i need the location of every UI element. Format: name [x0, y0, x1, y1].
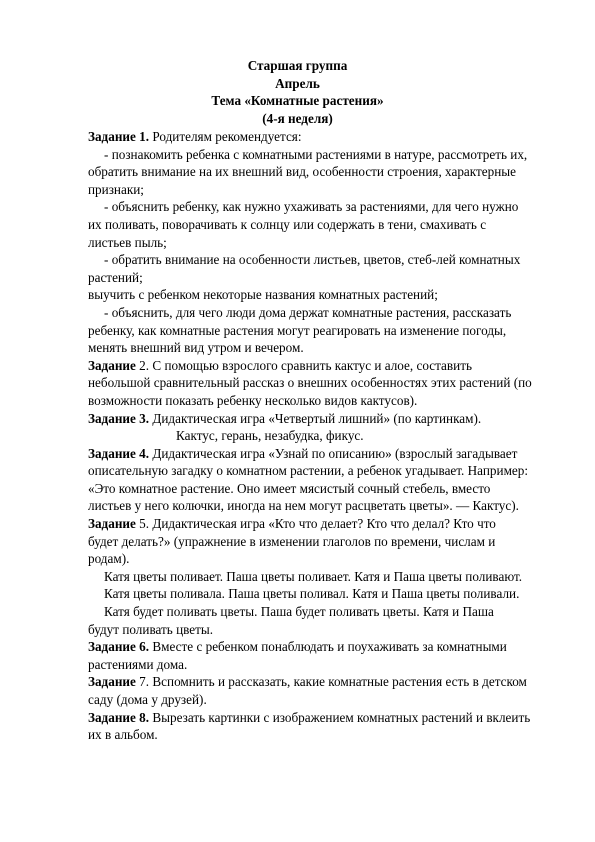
line-text: 7. Вспомнить и рассказать, какие комнатные растения есть в детском	[135, 674, 527, 690]
line-text: - объяснить ребенку, как нужно ухаживать за растениями, для чего нужно	[104, 199, 519, 215]
text-line	[88, 392, 558, 410]
text-line	[88, 286, 558, 304]
line-text: выучить с ребенком некоторые названия комнатных растений;	[88, 287, 438, 303]
task-label: Задание 3.	[88, 410, 150, 426]
week-title: (4-я неделя)	[262, 110, 333, 126]
line-text: 5. Дидактическая игра «Кто что делает? Кто что делал? Кто что	[135, 516, 496, 532]
text-line	[88, 726, 558, 744]
line-text: Дидактическая игра «Узнай по описанию» (взрослый загадывает	[149, 445, 518, 461]
text-line	[88, 322, 558, 340]
text-line	[88, 603, 558, 621]
line-text: Катя цветы поливает. Паша цветы поливает. Катя и Паша цветы поливают.	[104, 568, 523, 584]
line-text: Кактус, герань, незабудка, фикус.	[176, 428, 364, 444]
line-text: будут поливать цветы.	[88, 621, 214, 637]
text-line	[88, 497, 558, 515]
text-line	[88, 357, 558, 375]
text-line	[88, 709, 558, 727]
document-header	[0, 57, 595, 127]
text-line	[88, 146, 558, 164]
line-text: - обратить внимание на особенности листьев, цветов, стеб-лей комнатных	[104, 252, 521, 268]
text-line	[88, 251, 558, 269]
line-text: Вырезать картинки с изображением комнатных растений и вклеить	[149, 709, 531, 725]
line-text: признаки;	[88, 181, 144, 197]
text-line	[88, 304, 558, 322]
text-line	[88, 269, 558, 287]
line-text: описательную загадку о комнатном растении, а ребенок угадывает. Например:	[88, 463, 529, 479]
line-text: «Это комнатное растение. Оно имеет мясистый сочный стебель, вместо	[88, 480, 491, 496]
group-title: Старшая группа	[247, 58, 348, 73]
text-line	[88, 533, 558, 551]
line-text: Родителям рекомендуется:	[149, 129, 302, 144]
text-line	[88, 515, 558, 533]
task-label: Задание	[88, 674, 136, 690]
text-line	[88, 128, 558, 146]
line-text: саду (дома у друзей).	[88, 692, 207, 707]
task-label: Задание	[88, 357, 136, 373]
text-line	[88, 410, 558, 428]
theme-title: Тема «Комнатные растения»	[211, 93, 384, 109]
text-line	[88, 234, 558, 252]
text-line	[88, 198, 558, 216]
task-label: Задание 8.	[88, 709, 150, 725]
document-body	[88, 128, 558, 744]
text-line	[88, 445, 558, 463]
text-line	[88, 374, 558, 392]
text-line	[88, 181, 558, 199]
line-text: 2. С помощью взрослого сравнить кактус и алое, составить	[135, 357, 472, 373]
text-line	[88, 656, 558, 674]
text-line	[88, 427, 558, 445]
line-text: Катя цветы поливала. Паша цветы поливал. Катя и Паша цветы поливали.	[104, 586, 520, 602]
line-text: менять внешний вид утром и вечером.	[88, 340, 304, 356]
line-text: возможности показать ребенку несколько видов кактусов).	[88, 392, 418, 408]
line-text: листьев у него колючки, иногда на нем могут расцветать цветы». — Кактус).	[88, 498, 519, 514]
task-label: Задание 4.	[88, 445, 150, 461]
text-line	[88, 585, 558, 603]
text-line	[88, 673, 558, 691]
task-label: Задание 6.	[88, 639, 150, 655]
line-text: будет делать?» (упражнение в изменении глаголов по времени, числам и	[88, 533, 496, 549]
line-text: их в альбом.	[88, 727, 158, 743]
text-line	[88, 638, 558, 656]
text-line	[88, 568, 558, 586]
line-text: их поливать, поворачивать к солнцу или содержать в тени, смахивать с	[88, 216, 487, 232]
month-title: Апрель	[275, 75, 320, 91]
line-text: Катя будет поливать цветы. Паша будет поливать цветы. Катя и Паша	[104, 604, 494, 620]
line-text: Вместе с ребенком понаблюдать и поухаживать за комнатными	[149, 639, 507, 655]
text-line	[88, 163, 558, 181]
text-line	[88, 691, 558, 709]
line-text: растениями дома.	[88, 656, 188, 672]
text-line	[88, 550, 558, 568]
line-text: небольшой сравнительный рассказ о внешних особенностях этих растений (по	[88, 375, 532, 391]
text-line	[88, 462, 558, 480]
text-line	[88, 339, 558, 357]
line-text: родам).	[88, 551, 130, 567]
text-line	[88, 480, 558, 498]
task-label: Задание 1.	[88, 129, 150, 144]
line-text: - познакомить ребенка с комнатными растениями в натуре, рассмотреть их,	[104, 146, 528, 162]
text-line	[88, 216, 558, 234]
line-text: ребенку, как комнатные растения могут реагировать на изменение погоды,	[88, 322, 507, 338]
line-text: растений;	[88, 269, 143, 285]
line-text: - объяснить, для чего люди дома держат комнатные растения, рассказать	[104, 304, 512, 320]
line-text: листьев пыль;	[88, 234, 167, 250]
line-text: Дидактическая игра «Четвертый лишний» (по картинкам).	[149, 410, 482, 426]
line-text: обратить внимание на их внешний вид, особенности строения, характерные	[88, 164, 516, 180]
text-line	[88, 621, 558, 639]
task-label: Задание	[88, 516, 136, 532]
